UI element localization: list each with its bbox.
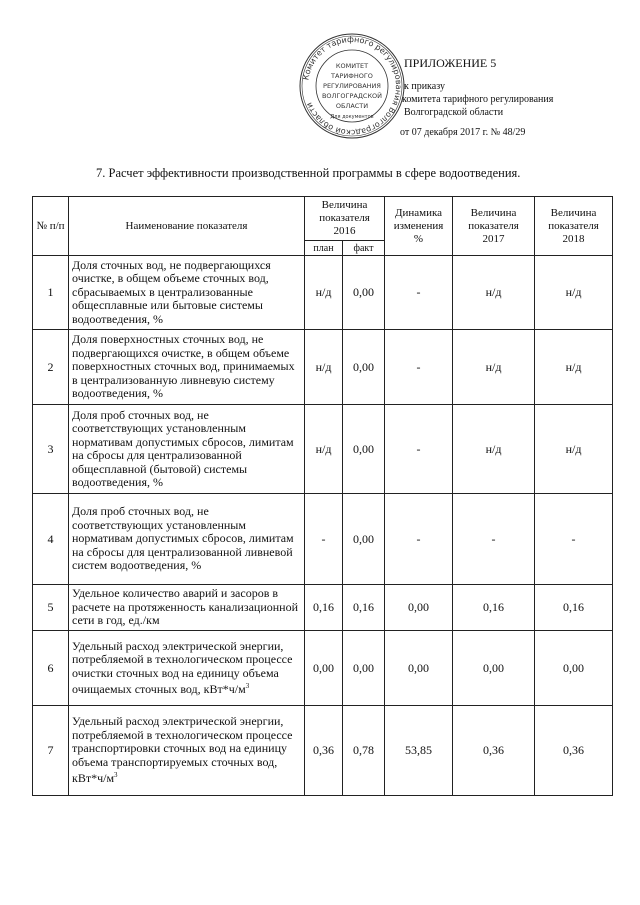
row-name-text: Удельный расход электрической энергии, потребляемой в технологическом процессе транспортировки сточных вод на единицу объема транспортируемых сточных вод, кВт*ч/м	[72, 714, 293, 786]
header-name: Наименование показателя	[69, 197, 305, 256]
row-value-2017: н/д	[453, 330, 535, 405]
stamp-ring-text: Комитет тарифного регулирования Волгоградской области	[301, 34, 404, 138]
row-plan: н/д	[305, 330, 343, 405]
row-num: 7	[33, 706, 69, 796]
stamp-line-4: ВОЛГОГРАДСКОЙ	[321, 92, 383, 100]
row-fact: 0,00	[343, 405, 385, 494]
row-value-2018: н/д	[535, 405, 613, 494]
row-name: Доля поверхностных сточных вод, не подвергающихся очистке, в общем объеме поверхностных сточных вод, принимаемых в централизованную ливневую систему водоотведения, %	[69, 330, 305, 405]
row-fact: 0,16	[343, 585, 385, 631]
order-line-3: Волгоградской области	[404, 107, 504, 118]
row-value-2018: 0,36	[535, 706, 613, 796]
header-value-2016: Величина показателя 2016	[305, 197, 385, 241]
unit-superscript: 3	[114, 771, 118, 780]
row-name	[69, 706, 305, 796]
table-row	[33, 585, 613, 631]
row-plan: 0,00	[305, 631, 343, 706]
row-plan: н/д	[305, 256, 343, 330]
row-value-2017: -	[453, 494, 535, 585]
header-fact: факт	[343, 241, 385, 256]
row-dynamics: 0,00	[385, 585, 453, 631]
row-dynamics: 53,85	[385, 706, 453, 796]
row-value-2017: н/д	[453, 256, 535, 330]
stamp-line-1: КОМИТЕТ	[335, 62, 369, 70]
header-value-2018: Величина показателя 2018	[535, 197, 613, 256]
row-num: 1	[33, 256, 69, 330]
row-dynamics: -	[385, 330, 453, 405]
row-dynamics: -	[385, 256, 453, 330]
row-dynamics: -	[385, 405, 453, 494]
row-fact: 0,00	[343, 494, 385, 585]
row-value-2017: н/д	[453, 405, 535, 494]
table-row	[33, 494, 613, 585]
row-name	[69, 631, 305, 706]
row-name: Доля проб сточных вод, не соответствующих установленным нормативам допустимых сбросов, лимитам на сбросы для централизованной общесплавной (бытовой) системы водоотведения, %	[69, 405, 305, 494]
row-value-2018: н/д	[535, 256, 613, 330]
row-plan: 0,16	[305, 585, 343, 631]
stamp-bottom-text: Для документов	[330, 114, 374, 120]
row-value-2018: -	[535, 494, 613, 585]
row-value-2017: 0,00	[453, 631, 535, 706]
header-value-2017: Величина показателя 2017	[453, 197, 535, 256]
row-plan: -	[305, 494, 343, 585]
table-row	[33, 256, 613, 330]
row-dynamics: -	[385, 494, 453, 585]
row-name-text: Удельный расход электрической энергии, потребляемой в технологическом процессе очистки сточных вод на единицу объема очищаемых сточных вод, кВт*ч/м	[72, 638, 293, 696]
stamp-line-5: ОБЛАСТИ	[335, 102, 369, 110]
order-line-1: к приказу	[404, 81, 445, 92]
row-value-2017: 0,36	[453, 706, 535, 796]
stamp-line-3: РЕГУЛИРОВАНИЯ	[323, 82, 381, 90]
official-stamp	[298, 32, 406, 140]
table-row	[33, 330, 613, 405]
row-num: 6	[33, 631, 69, 706]
section-title: 7. Расчет эффективности производственной программы в сфере водоотведения.	[96, 166, 521, 180]
row-num: 4	[33, 494, 69, 585]
table-row	[33, 405, 613, 494]
row-num: 2	[33, 330, 69, 405]
row-plan: н/д	[305, 405, 343, 494]
row-value-2017: 0,16	[453, 585, 535, 631]
table-row	[33, 631, 613, 706]
header-dynamics: Динамика изменения %	[385, 197, 453, 256]
stamp-line-2: ТАРИФНОГО	[331, 72, 373, 80]
row-value-2018: н/д	[535, 330, 613, 405]
row-name: Доля проб сточных вод, не соответствующих установленным нормативам допустимых сбросов, лимитам на сбросы для централизованной ливневой систем водоотведения, %	[69, 494, 305, 585]
row-num: 3	[33, 405, 69, 494]
header-num: № п/п	[33, 197, 69, 256]
appendix-title: ПРИЛОЖЕНИЕ 5	[404, 56, 497, 70]
order-line-2: комитета тарифного регулирования	[402, 94, 554, 105]
efficiency-table	[32, 196, 613, 796]
row-fact: 0,00	[343, 330, 385, 405]
row-value-2018: 0,16	[535, 585, 613, 631]
row-fact: 0,00	[343, 631, 385, 706]
row-dynamics: 0,00	[385, 631, 453, 706]
table-row	[33, 706, 613, 796]
row-plan: 0,36	[305, 706, 343, 796]
row-num: 5	[33, 585, 69, 631]
unit-superscript: 3	[245, 682, 250, 690]
order-date: от 07 декабря 2017 г. № 48/29	[400, 127, 526, 138]
row-fact: 0,78	[343, 706, 385, 796]
row-value-2018: 0,00	[535, 631, 613, 706]
header-plan: план	[305, 241, 343, 256]
row-name: Доля сточных вод, не подвергающихся очистке, в общем объеме сточных вод, сбрасываемых в централизованные общесплавные или бытовые системы водоотведения, %	[69, 256, 305, 330]
row-name: Удельное количество аварий и засоров в расчете на протяженность канализационной сети в год, ед./км	[69, 585, 305, 631]
row-fact: 0,00	[343, 256, 385, 330]
